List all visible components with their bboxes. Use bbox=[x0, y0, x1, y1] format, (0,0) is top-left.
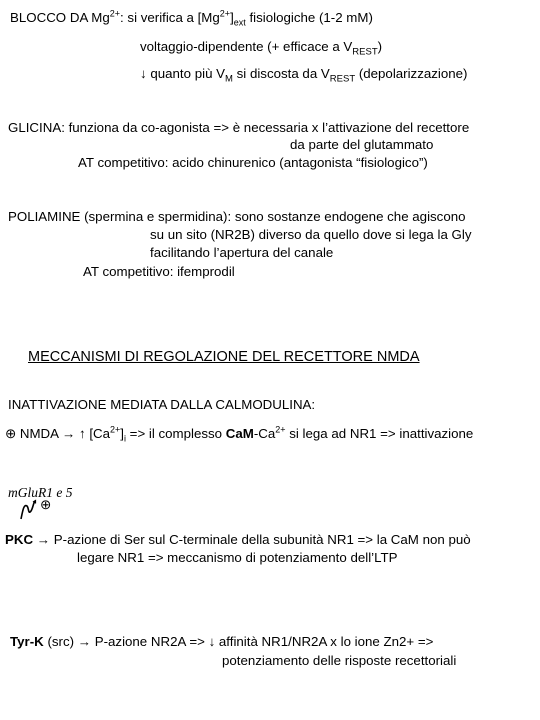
mglur-label: mGluR1 e 5 bbox=[8, 485, 73, 500]
tyrk-line-2: potenziamento delle risposte recettoriali bbox=[222, 653, 457, 668]
superscript: 2+ bbox=[109, 8, 121, 19]
blocco-text: ) bbox=[377, 39, 383, 54]
arrow-right-icon: → bbox=[77, 634, 92, 649]
poliamine-line-3: facilitando l’apertura del canale bbox=[150, 245, 334, 260]
superscript: 2+ bbox=[275, 424, 286, 435]
calmodulina-text: -Ca bbox=[253, 426, 276, 441]
blocco-text: BLOCCO DA Mg bbox=[10, 10, 110, 25]
blocco-text: quanto più V bbox=[146, 66, 226, 81]
blocco-text: si discosta da V bbox=[232, 66, 330, 81]
arrow-right-icon: → bbox=[61, 426, 76, 441]
blocco-text: fisiologiche (1-2 mM) bbox=[245, 10, 373, 25]
blocco-text: : si verifica a [Mg bbox=[120, 10, 220, 25]
circled-plus-icon: ⊕ bbox=[5, 426, 17, 441]
arrow-down-icon: ↓ bbox=[140, 66, 147, 81]
tyrk-line-1 bbox=[10, 634, 433, 650]
poliamine-line-2: su un sito (NR2B) diverso da quello dove si lega la Gly bbox=[150, 227, 472, 242]
pkc-label: PKC bbox=[5, 532, 34, 547]
arrow-up-icon: ↑ bbox=[78, 426, 86, 441]
calmodulina-text: => il complesso bbox=[125, 426, 226, 441]
blocco-text: (depolarizzazione) bbox=[355, 66, 468, 81]
circled-plus-icon: ⊕ bbox=[40, 497, 52, 512]
glicina-line-1: GLICINA: funziona da co-agonista => è necessaria x l’attivazione del recettore bbox=[8, 120, 470, 135]
superscript: 2+ bbox=[219, 8, 231, 19]
tyrk-text: affinità NR1/NR2A x lo ione Zn2+ => bbox=[215, 634, 434, 649]
calmodulina-text: ] bbox=[120, 426, 124, 441]
blocco-text: voltaggio-dipendente (+ efficace a V bbox=[140, 39, 353, 54]
cam-label: CaM bbox=[225, 426, 254, 441]
subscript: REST bbox=[352, 46, 378, 58]
poliamine-line-1: POLIAMINE (spermina e spermidina): sono sostanze endogene che agiscono bbox=[8, 209, 466, 224]
calmodulina-text: NMDA bbox=[16, 426, 62, 441]
tyrk-text: (src) bbox=[43, 634, 78, 649]
subscript: M bbox=[225, 73, 233, 85]
tyrk-label: Tyr-K bbox=[10, 634, 44, 649]
superscript: 2+ bbox=[110, 424, 121, 435]
calmodulina-text: si lega ad NR1 => inattivazione bbox=[285, 426, 474, 441]
calmodulina-title: INATTIVAZIONE MEDIATA DALLA CALMODULINA: bbox=[8, 397, 316, 412]
poliamine-line-4: AT competitivo: ifemprodil bbox=[83, 264, 235, 279]
calmodulina-text: [Ca bbox=[85, 426, 111, 441]
pkc-line-2: legare NR1 => meccanismo di potenziamento dell’LTP bbox=[77, 550, 398, 565]
blocco-mg-line-3 bbox=[140, 66, 468, 85]
blocco-mg-line-2 bbox=[140, 39, 383, 58]
arrow-right-icon: → bbox=[36, 532, 51, 547]
tyrk-text: P-azione NR2A => bbox=[91, 634, 209, 649]
wavy-arrow-icon bbox=[18, 499, 38, 521]
blocco-mg-line-1 bbox=[10, 10, 373, 26]
glicina-line-3: AT competitivo: acido chinurenico (antagonista “fisiologico”) bbox=[78, 155, 428, 170]
pkc-text: P-azione di Ser sul C-terminale della subunità NR1 => la CaM non può bbox=[50, 532, 471, 547]
subscript: i bbox=[123, 433, 126, 444]
pkc-line-1 bbox=[5, 532, 471, 548]
subscript: REST bbox=[329, 73, 356, 85]
calmodulina-line bbox=[5, 426, 473, 442]
arrow-down-icon: ↓ bbox=[208, 634, 216, 649]
blocco-text: ] bbox=[230, 10, 234, 25]
mglur-arrow-group bbox=[18, 497, 52, 521]
subscript: ext bbox=[233, 17, 246, 28]
section-heading: MECCANISMI DI REGOLAZIONE DEL RECETTORE NMDA bbox=[28, 349, 420, 365]
glicina-line-2: da parte del glutammato bbox=[290, 137, 434, 152]
